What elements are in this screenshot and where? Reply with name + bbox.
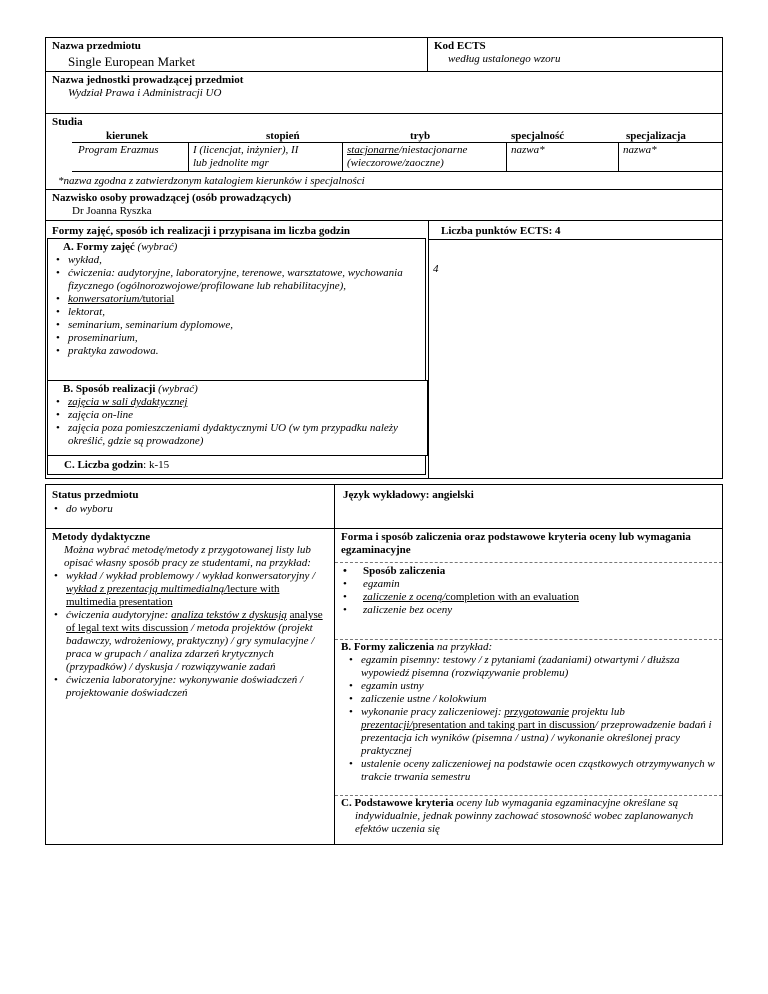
lecturers-cell	[45, 189, 723, 221]
assessment-title: Forma i sposób zaliczenia oraz podstawowe kryteria oceny lub wymagania egzaminacyjne	[341, 531, 691, 556]
forms-title: Formy zajęć, sposób ich realizacji i przypisana im liczba godzin	[52, 225, 350, 237]
method-cwiczenia-laboratoryjne: • ćwiczenia laboratoryjne: wykonywanie doświadczeń / projektowanie doświadczeń	[52, 674, 328, 700]
studies-divider-3	[506, 142, 507, 171]
form-item-cwiczenia: • ćwiczenia: audytoryjne, laboratoryjne, terenowe, warsztatowe, wychowania fizycznego (ogólnorozwojowe/profilowane lub rehabilitacyjne),	[54, 267, 419, 293]
forms-b-title: B. Sposób realizacji	[63, 383, 156, 395]
header-specjalnosc: specjalność	[511, 130, 565, 142]
studies-divider-4	[618, 142, 619, 171]
studies-grid-line-top	[72, 142, 723, 143]
form-item-praktyka: • praktyka zawodowa.	[54, 345, 419, 358]
status-list	[52, 503, 113, 516]
forms-b-hint: (wybrać)	[158, 383, 198, 395]
header-tryb: tryb	[410, 130, 431, 142]
forms-c-title: C. Liczba godzin	[64, 459, 144, 471]
methods-list	[52, 570, 328, 700]
tryb-line2: (wieczorowe/zaoczne)	[347, 157, 444, 169]
assessment-divider-3	[335, 795, 722, 796]
forms-b-heading	[54, 383, 421, 396]
studies-label: Studia	[52, 116, 83, 128]
forms-a-heading	[54, 241, 419, 254]
stopien-line2: lub jednolite mgr	[193, 157, 269, 169]
specjalnosc-value: nazwa*	[511, 144, 545, 156]
lecturers-label: Nazwisko osoby prowadzącej (osób prowadzących)	[52, 192, 292, 204]
form-item-lektorat: • lektorat,	[54, 306, 419, 319]
lecturers-value: Dr Joanna Ryszka	[72, 205, 152, 217]
assessment-a-list	[341, 565, 711, 617]
subject-label: Nazwa przedmiotu	[52, 40, 141, 52]
methods-cell	[45, 528, 335, 845]
tryb-selected: stacjonarne	[347, 144, 399, 156]
tryb-value	[347, 144, 467, 157]
realization-item-online: • zajęcia on-line	[54, 409, 421, 422]
realization-item-outside: • zajęcia poza pomieszczeniami dydaktycznymi UO (w tym przypadku należy określić, gdzie są prowadzone)	[54, 422, 421, 448]
forms-c-line	[64, 459, 169, 472]
method-cwiczenia-audytoryjne: • ćwiczenia audytoryjne: analiza tekstów z dyskusją analyse of legal text wits discussion / metoda projektów (projekt badawczy, wdrożeniowy, praktyczny) / gry symulacyjne / praca w grupach / analiza zdarzeń krytycznych (przypadków) / dyskusja / rozwiązywanie zadań	[52, 609, 328, 674]
assessment-b-egzamin-pisemny: • egzamin pisemny: testowy / z pytaniami (zadaniami) otwartymi / dłuższa wypowiedź pisemna (rozwiązywanie problemu)	[347, 654, 716, 680]
forms-c-box	[47, 455, 426, 475]
methods-title: Metody dydaktyczne	[52, 531, 151, 543]
header-kierunek: kierunek	[106, 130, 149, 142]
forms-a-hint: (wybrać)	[137, 241, 178, 253]
realization-item-sala: • zajęcia w sali dydaktycznej	[54, 396, 421, 409]
language-cell	[334, 484, 723, 529]
header-stopien: stopień	[266, 130, 300, 142]
ects-points-cell	[428, 220, 723, 479]
assessment-cell	[334, 528, 723, 845]
form-item-proseminarium: • proseminarium,	[54, 332, 419, 345]
form-item-konwersatorium: • konwersatorium/tutorial	[54, 293, 419, 306]
subject-cell	[45, 37, 428, 72]
header-specjalizacja: specjalizacja	[626, 130, 686, 142]
status-label: Status przedmiotu	[52, 489, 139, 501]
form-item-wyklad: • wykład,	[54, 254, 419, 267]
studies-grid-line-bottom	[72, 171, 723, 172]
assessment-a-block	[341, 565, 711, 617]
kierunek-value: Program Erazmus	[78, 144, 159, 156]
forms-b-box	[47, 380, 428, 456]
unit-cell	[45, 71, 723, 114]
subject-value: Single European Market	[68, 54, 196, 69]
unit-label: Nazwa jednostki prowadzącej przedmiot	[52, 74, 244, 86]
forms-c-value: : k-15	[143, 459, 170, 471]
forms-a-title: A. Formy zajęć	[63, 241, 135, 253]
methods-intro: Można wybrać metodę/metody z przygotowanej listy lub opisać własny sposób pracy ze studentami, na przykład:	[64, 543, 311, 569]
assessment-c-block: C. Podstawowe kryteria oceny lub wymagania egzaminacyjne określane są indywidualnie, jednak powinny zachować stosowność wobec zaplanowanych efektów uczenia się	[341, 797, 694, 835]
assessment-egzamin: • egzamin	[341, 578, 711, 591]
unit-value: Wydział Prawa i Administracji UO	[68, 87, 222, 99]
language-label: Język wykładowy: angielski	[343, 489, 474, 501]
forms-b-list	[54, 396, 421, 448]
ects-code-value: według ustalonego wzoru	[448, 53, 561, 65]
forms-a-list	[54, 254, 419, 358]
ects-points-title-underline	[429, 239, 722, 240]
studies-cell	[45, 113, 723, 190]
assessment-b-list	[341, 654, 716, 784]
assessment-b-praca: • wykonanie pracy zaliczeniowej: przygotowanie projektu lub prezentacji/presentation and taking part in discussion/ przeprowadzenie badań i prezentacja ich wyników (pisemna / ustna) / wykonanie określonej pracy praktycznej	[347, 706, 716, 758]
assessment-b-heading: B. Formy zaliczenia na przykład:	[341, 641, 493, 653]
assessment-a-title: • Sposób zaliczenia	[341, 565, 711, 578]
assessment-divider-2	[335, 639, 722, 640]
status-item: • do wyboru	[52, 503, 113, 516]
assessment-divider-1	[335, 562, 722, 563]
specjalizacja-value: nazwa*	[623, 144, 657, 156]
form-item-seminarium: • seminarium, seminarium dyplomowe,	[54, 319, 419, 332]
assessment-b-oceny-czastkowe: • ustalenie oceny zaliczeniowej na podstawie ocen cząstkowych otrzymywanych w trakcie trwania semestru	[347, 758, 716, 784]
assessment-zaliczenie-bez-oceny: • zaliczenie bez oceny	[341, 604, 711, 617]
stopien-line1: I (licencjat, inżynier), II	[193, 144, 299, 156]
ects-code-cell	[427, 37, 723, 72]
assessment-zaliczenie-z-ocena: • zaliczenie z oceną/completion with an evaluation	[341, 591, 711, 604]
assessment-b-egzamin-ustny: • egzamin ustny	[347, 680, 716, 693]
ects-points-label: Liczba punktów ECTS: 4	[441, 225, 561, 237]
studies-divider-2	[342, 142, 343, 171]
tryb-rest: /niestacjonarne	[398, 144, 468, 156]
studies-note: *nazwa zgodna z zatwierdzonym katalogiem kierunków i specjalności	[58, 175, 365, 187]
status-cell	[45, 484, 335, 529]
assessment-b-block	[341, 641, 716, 784]
studies-divider-1	[188, 142, 189, 171]
ects-points-value: 4	[433, 263, 439, 275]
forms-a-box	[47, 238, 426, 381]
assessment-b-zaliczenie-ustne: • zaliczenie ustne / kolokwium	[347, 693, 716, 706]
ects-code-label: Kod ECTS	[434, 40, 486, 52]
method-wyklad: • wykład / wykład problemowy / wykład konwersatoryjny / wykład z prezentacją multimedialną/lecture with multimedia presentation	[52, 570, 328, 609]
